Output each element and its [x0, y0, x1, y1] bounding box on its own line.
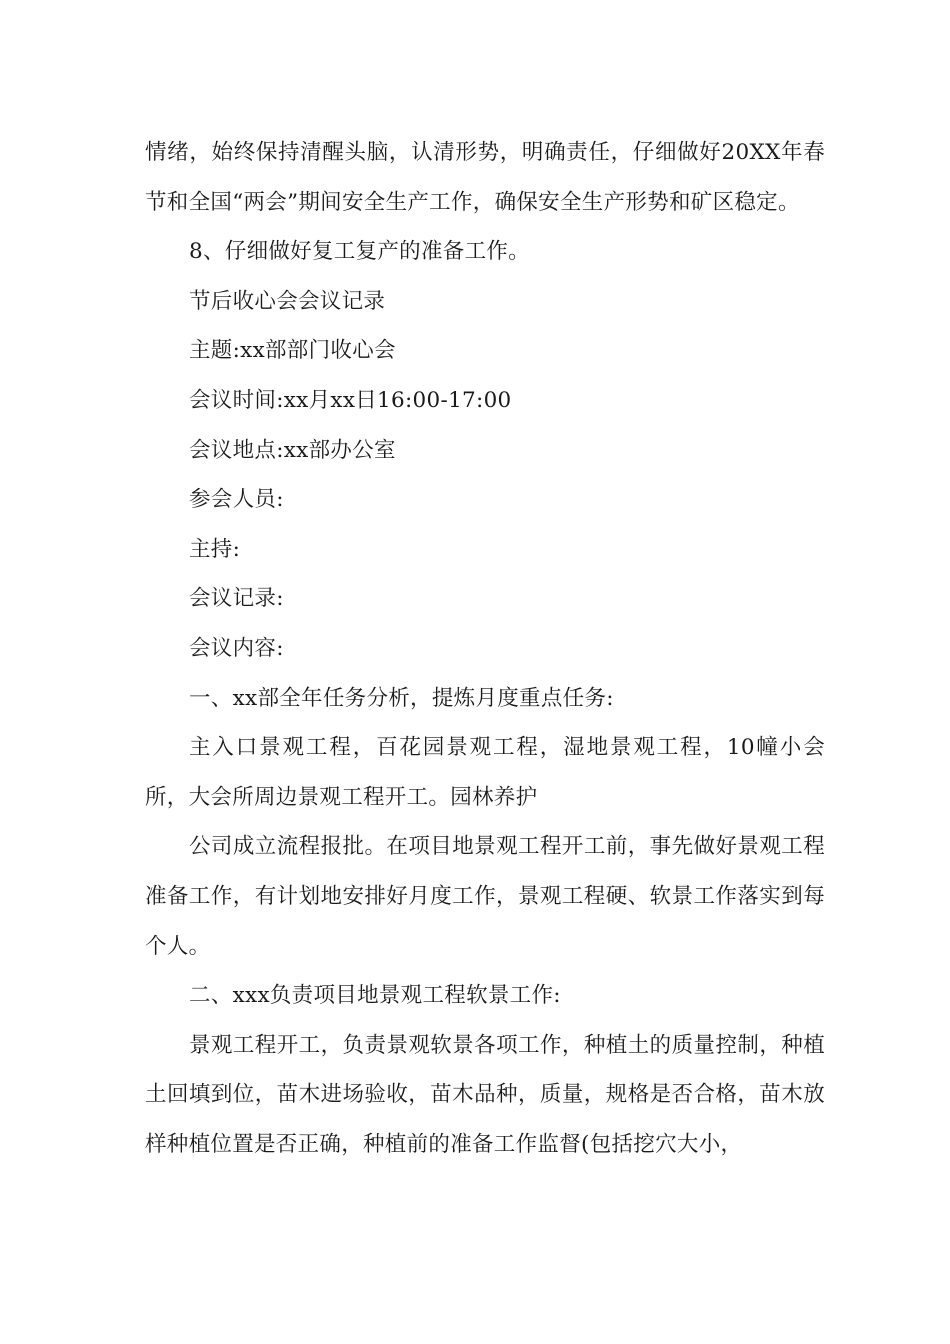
paragraph: 情绪，始终保持清醒头脑，认清形势，明确责任，仔细做好20XX年春节和全国“两会”期间安全生产工作，确保安全生产形势和矿区稳定。 [145, 140, 825, 215]
section-heading-2: 二、xxx负责项目地景观工程软景工作: [189, 983, 561, 1009]
section-heading-1: 一、xx部全年任务分析，提炼月度重点任务: [189, 685, 614, 711]
paragraph: 景观工程开工，负责景观软景各项工作，种植土的质量控制，种植土回填到位，苗木进场验收，苗木品种，质量，规格是否合格，苗木放样种植位置是否正确，种植前的准备工作监督(包括挖穴大小， [145, 1032, 825, 1157]
meeting-content-label: 会议内容: [189, 635, 284, 661]
document-body [145, 128, 825, 1169]
paragraph: 8、仔细做好复工复产的准备工作。 [189, 239, 530, 265]
meeting-time: 会议时间:xx月xx日16:00-17:00 [189, 387, 512, 413]
meeting-location: 会议地点:xx部办公室 [189, 437, 396, 463]
meeting-recorder: 会议记录: [189, 586, 284, 612]
section-title: 节后收心会会议记录 [189, 288, 386, 314]
paragraph: 主入口景观工程，百花园景观工程，湿地景观工程，10幢小会所，大会所周边景观工程开工。园林养护 [145, 735, 825, 810]
meeting-topic: 主题:xx部部门收心会 [189, 338, 396, 364]
meeting-attendees: 参会人员: [189, 487, 284, 513]
meeting-host: 主持: [189, 536, 241, 562]
paragraph: 公司成立流程报批。在项目地景观工程开工前，事先做好景观工程准备工作，有计划地安排好月度工作，景观工程硬、软景工作落实到每个人。 [145, 834, 825, 959]
